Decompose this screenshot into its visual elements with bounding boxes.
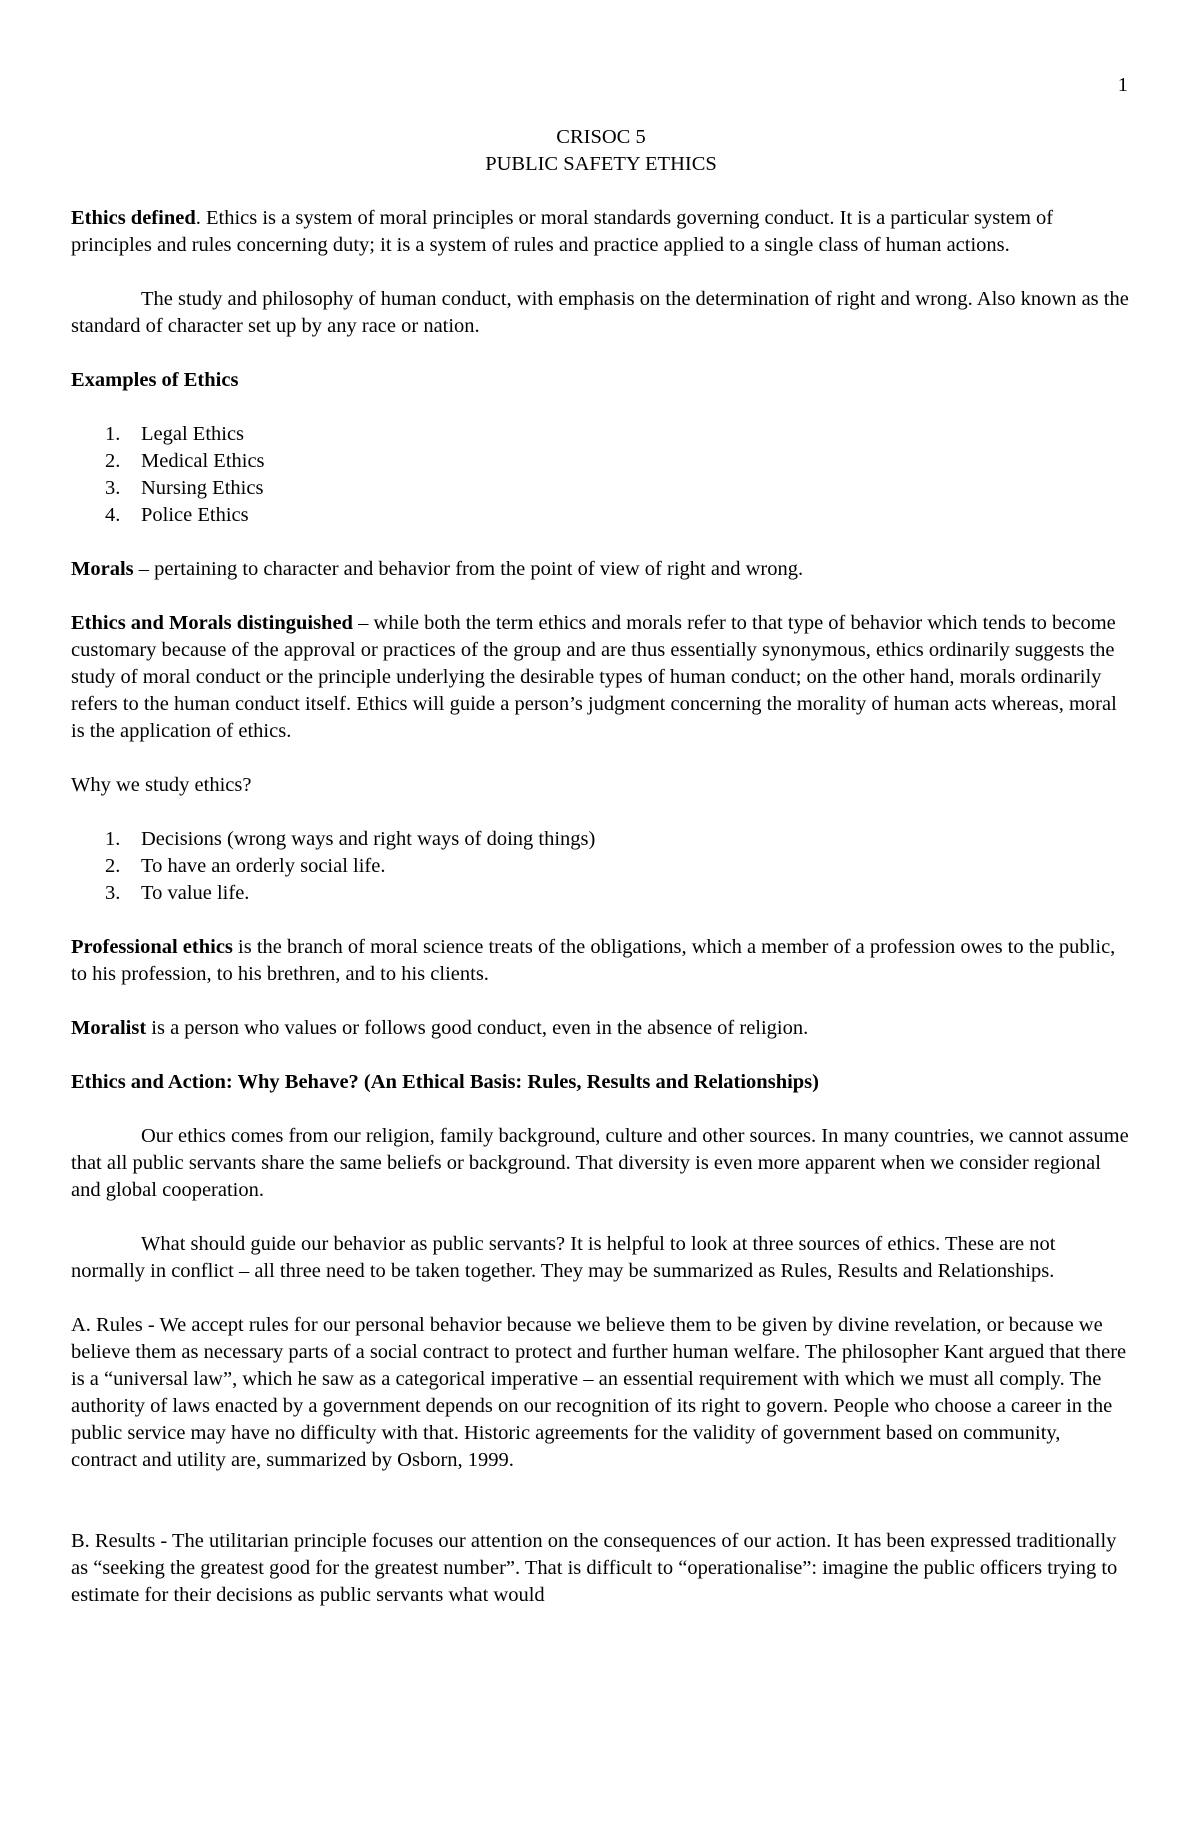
morals-term: Morals	[71, 558, 134, 580]
document-body	[71, 124, 1131, 1636]
why-study-list	[71, 826, 1131, 907]
document-title: PUBLIC SAFETY ETHICS	[485, 153, 717, 175]
distinguished-text: – while both the term ethics and morals refer to that type of behavior which tends to become customary because of the approval or practices of the group and are thus essentially synonymous, ethics ordinarily suggests the study of moral conduct or the principle underlying the desirable types of human conduct; on the other hand, morals ordinarily refers to the human conduct itself. Ethics will guide a person’s judgment concerning the morality of human acts whereas, moral is the application of ethics.	[71, 612, 1117, 742]
list-number: 1.	[105, 423, 121, 445]
list-item	[71, 853, 1131, 880]
results-paragraph: B. Results - The utilitarian principle focuses our attention on the consequences of our action. It has been expressed traditionally as “seeking the greatest good for the greatest number”. That is difficult to “operationalise”: imagine the public officers trying to estimate for their decisions as public servants what would	[71, 1530, 1118, 1606]
ethics-defined-term: Ethics defined	[71, 207, 196, 229]
morals-text: – pertaining to character and behavior from the point of view of right and wrong.	[133, 558, 804, 580]
list-number: 3.	[105, 882, 121, 904]
list-number: 1.	[105, 828, 121, 850]
ethics-defined-text: . Ethics is a system of moral principles or moral standards governing conduct. It is a particular system of principles and rules concerning duty; it is a system of rules and practice applied to a single class of human actions.	[71, 207, 1054, 256]
list-item	[71, 880, 1131, 907]
list-item	[71, 502, 1131, 529]
moralist-paragraph	[71, 1015, 1131, 1042]
list-item-label: Medical Ethics	[141, 450, 265, 472]
moralist-term: Moralist	[71, 1017, 147, 1039]
list-number: 3.	[105, 477, 121, 499]
sources-paragraph: Our ethics comes from our religion, family background, culture and other sources. In many countries, we cannot assume that all public servants share the same beliefs or background. That diversity is even more apparent when we consider regional and global cooperation.	[71, 1125, 1129, 1201]
page-number: 1	[1117, 74, 1128, 96]
list-item	[71, 448, 1131, 475]
examples-heading-text: Examples of Ethics	[71, 369, 239, 391]
list-item	[71, 421, 1131, 448]
list-item-label: To value life.	[141, 882, 250, 904]
professional-ethics-text: is the branch of moral science treats of the obligations, which a member of a profession owes to the public, to his profession, to his brethren, and to his clients.	[71, 936, 1116, 985]
rules-paragraph: A. Rules - We accept rules for our personal behavior because we believe them to be given by divine revelation, or because we believe them as necessary parts of a social contract to protect and further human welfare. The philosopher Kant argued that there is a “universal law”, which he saw as a categorical imperative – an essential requirement with which we must all comply. The authority of laws enacted by a government depends on our recognition of its right to govern. People who choose a career in the public service may have no difficulty with that. Historic agreements for the validity of government based on community, contract and utility are, summarized by Osborn, 1999.	[71, 1314, 1127, 1471]
ethics-study-paragraph: The study and philosophy of human conduct, with emphasis on the determination of right and wrong. Also known as the standard of character set up by any race or nation.	[71, 288, 1129, 337]
why-study-question: Why we study ethics?	[71, 774, 252, 796]
ethics-defined-paragraph	[71, 205, 1131, 259]
ethics-action-heading-text: Ethics and Action: Why Behave? (An Ethical Basis: Rules, Results and Relationships)	[71, 1071, 819, 1093]
examples-heading	[71, 367, 1131, 394]
course-code: CRISOC 5	[556, 126, 646, 148]
list-number: 2.	[105, 855, 121, 877]
professional-ethics-term: Professional ethics	[71, 936, 233, 958]
examples-list	[71, 421, 1131, 529]
list-item-label: Police Ethics	[141, 504, 249, 526]
distinguished-paragraph	[71, 610, 1131, 745]
morals-paragraph	[71, 556, 1131, 583]
list-item-label: Legal Ethics	[141, 423, 245, 445]
guide-paragraph: What should guide our behavior as public servants? It is helpful to look at three sources of ethics. These are not normally in conflict – all three need to be taken together. They may be summarized as Rules, Results and Relationships.	[71, 1233, 1056, 1282]
list-number: 4.	[105, 504, 121, 526]
list-item	[71, 475, 1131, 502]
professional-ethics-paragraph	[71, 934, 1131, 988]
list-item-label: To have an orderly social life.	[141, 855, 386, 877]
moralist-text: is a person who values or follows good conduct, even in the absence of religion.	[146, 1017, 809, 1039]
ethics-action-heading	[71, 1069, 1131, 1096]
distinguished-term: Ethics and Morals distinguished	[71, 612, 353, 634]
list-number: 2.	[105, 450, 121, 472]
list-item-label: Nursing Ethics	[141, 477, 264, 499]
list-item-label: Decisions (wrong ways and right ways of doing things)	[141, 828, 596, 850]
list-item	[71, 826, 1131, 853]
